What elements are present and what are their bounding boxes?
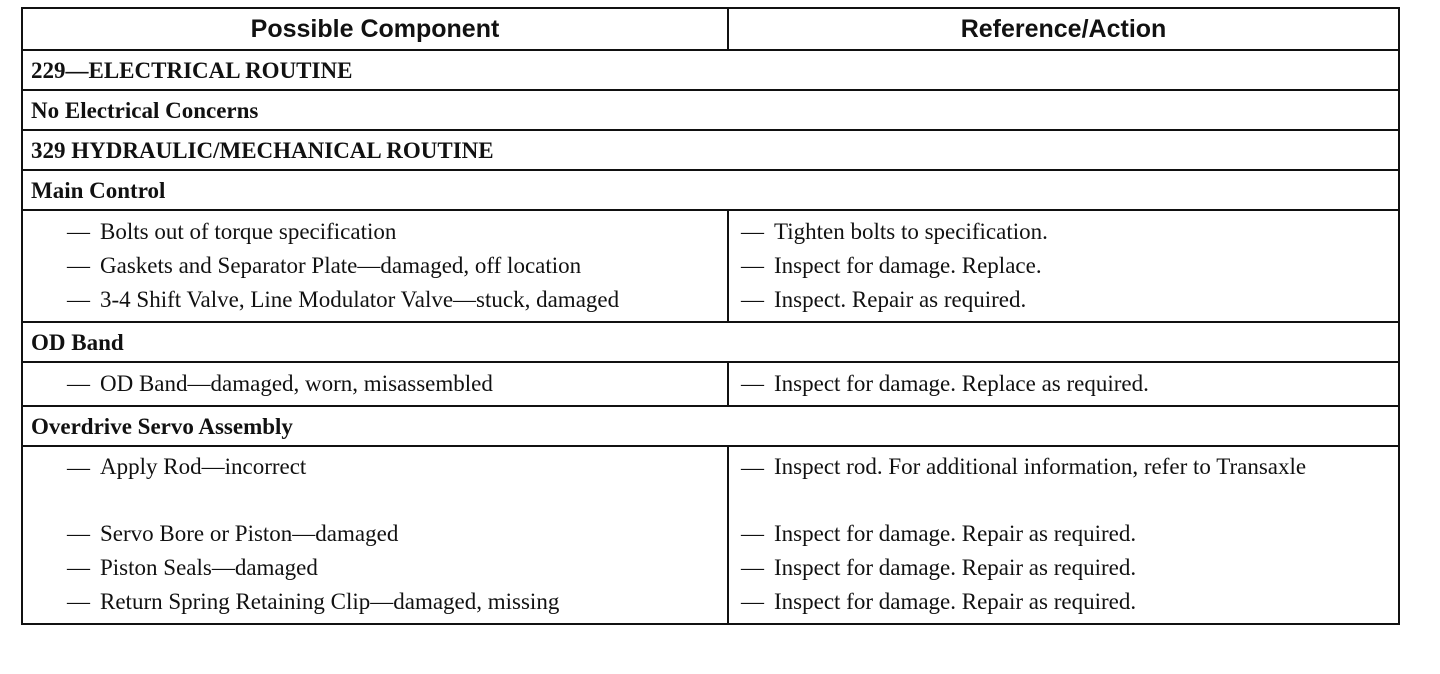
od-band-rows — [23, 363, 1398, 407]
main-control-actions — [729, 211, 1398, 321]
od-band-actions — [729, 363, 1398, 405]
table-row: — Piston Seals—damaged — [67, 555, 318, 580]
table-row: — 3-4 Shift Valve, Line Modulator Valve—stuck, damaged — [67, 287, 620, 312]
table-row: — Inspect for damage. Repair as required. — [741, 521, 1137, 546]
table-row: — Return Spring Retaining Clip—damaged, missing — [67, 589, 560, 614]
header-possible-component: Possible Component — [23, 9, 729, 49]
section-od-band: OD Band — [23, 323, 1398, 363]
section-hydraulic-routine: 329 HYDRAULIC/MECHANICAL ROUTINE — [23, 131, 1398, 171]
table-row: — Servo Bore or Piston—damaged — [67, 521, 399, 546]
diagnosis-table — [21, 7, 1400, 625]
table-header — [23, 9, 1398, 51]
overdrive-servo-rows — [23, 447, 1398, 623]
table-row: — Tighten bolts to specification. — [741, 219, 1048, 244]
main-control-components — [23, 211, 729, 321]
main-control-rows — [23, 211, 1398, 323]
overdrive-servo-actions — [729, 447, 1398, 623]
section-main-control: Main Control — [23, 171, 1398, 211]
table-row: — Inspect for damage. Replace as required. — [741, 371, 1149, 396]
table-row: — Inspect for damage. Replace. — [741, 253, 1042, 278]
section-no-electrical-concerns: No Electrical Concerns — [23, 91, 1398, 131]
table-row: — Inspect for damage. Repair as required. — [741, 589, 1137, 614]
table-row: — Gaskets and Separator Plate—damaged, off location — [67, 253, 582, 278]
header-reference-action: Reference/Action — [960, 15, 1167, 43]
section-electrical-routine: 229—ELECTRICAL ROUTINE — [23, 51, 1398, 91]
od-band-components — [23, 363, 729, 405]
table-row: — Inspect. Repair as required. — [741, 287, 1027, 312]
table-row: — Bolts out of torque specification — [67, 219, 397, 244]
overdrive-servo-components — [23, 447, 729, 623]
table-row: — Apply Rod—incorrect — [67, 454, 307, 480]
table-row: — Inspect for damage. Repair as required. — [741, 555, 1137, 580]
table-row: — OD Band—damaged, worn, misassembled — [67, 371, 493, 396]
table-row: — Inspect rod. For additional information, refer to Transaxle — [741, 454, 1307, 480]
section-overdrive-servo-assembly: Overdrive Servo Assembly — [23, 407, 1398, 447]
